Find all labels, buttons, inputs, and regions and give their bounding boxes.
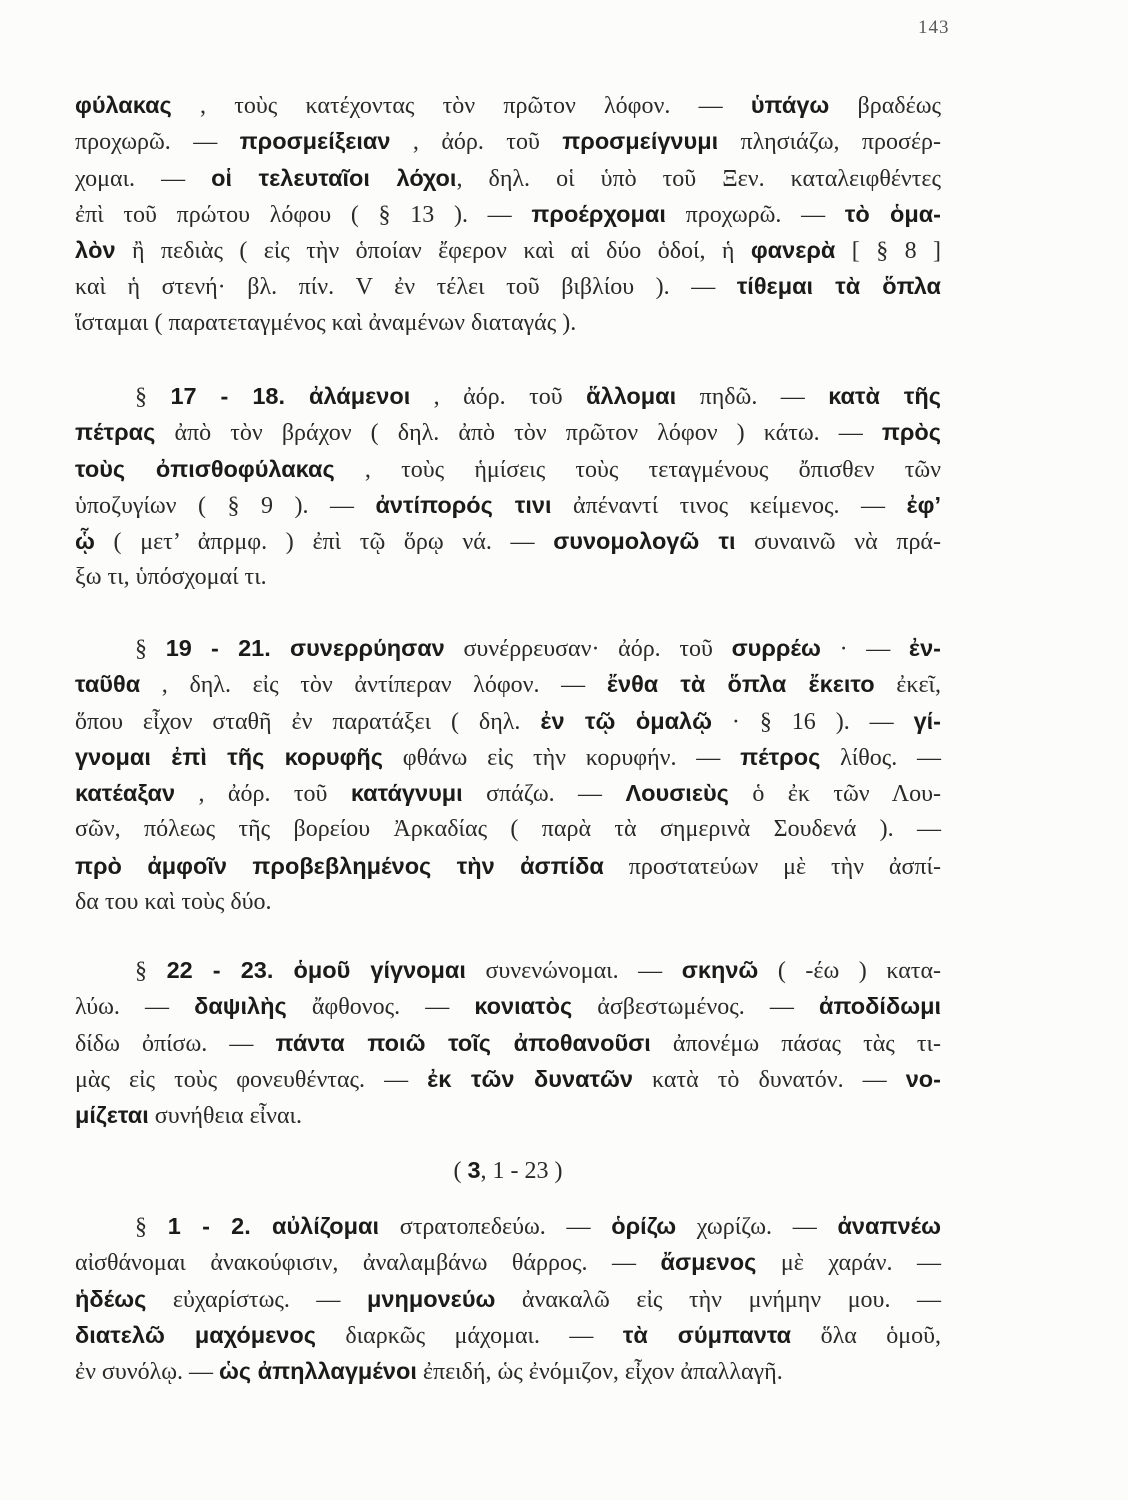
text-run: προχωρῶ. — <box>665 201 845 228</box>
text-run: ἢ πεδιὰς ( εἰς τὴν ὁποίαν ἔφερον καὶ αἱ δύο ὁδοί, ἡ <box>115 238 751 265</box>
bold-term: συνομολογῶ τι <box>553 528 736 555</box>
bold-term: 22 - 23. ὁμοῦ γίγνομαι <box>166 957 466 983</box>
text-run: εὐχαρίστως. — <box>146 1286 367 1313</box>
bold-term: νο- <box>905 1065 941 1092</box>
bold-term: ᾧ <box>75 528 95 555</box>
text-line <box>75 1152 941 1188</box>
bold-term: λὸν <box>75 237 116 264</box>
text-run: ἀσβεστωμένος. — <box>572 994 819 1021</box>
bold-term: κατέαξαν <box>75 780 176 807</box>
bold-term: ἡδέως <box>75 1285 147 1312</box>
text-run: , ἀόρ. τοῦ <box>390 129 563 156</box>
bold-term: πέτρος <box>740 743 821 770</box>
bold-term: πέτρας <box>75 419 156 446</box>
text-run: ἀπὸ τὸν βράχον ( δηλ. ἀπὸ τὸν πρῶτον λόφον ) κάτω. — <box>155 420 882 447</box>
text-run: ξω τι, ὑπόσχομαί τι. <box>75 564 267 591</box>
text-line <box>75 523 941 559</box>
text-run: · — <box>820 636 909 662</box>
bold-term: μνημονεύω <box>367 1285 496 1312</box>
text-run: συνέρρευσαν· ἀόρ. τοῦ <box>444 636 732 662</box>
bold-term: ἄσμενος <box>660 1249 757 1276</box>
text-run: [ § 8 ] <box>835 238 942 265</box>
bold-term: ἐφ’ <box>906 491 941 518</box>
text-run: συναινῶ νὰ πρά- <box>735 529 941 556</box>
text-line <box>75 884 941 920</box>
text-run: αἰσθάνομαι ἀνακούφισιν, ἀναλαμβάνω θάρρος. — <box>75 1250 661 1277</box>
text-line <box>75 87 941 123</box>
bold-term: φανερὰ <box>750 237 836 264</box>
bold-term: οἱ τελευταῖοι λόχοι <box>211 164 457 191</box>
bold-term: προέρχομαι <box>531 200 666 227</box>
text-run: , ἀόρ. τοῦ <box>175 781 351 808</box>
text-run: ἐπὶ τοῦ πρώτου λόφου ( § 13 ). — <box>75 201 532 228</box>
bold-term: πάντα ποιῶ τοῖς ἀποθανοῦσι <box>275 1029 651 1056</box>
text-line <box>75 630 941 666</box>
text-run: δίδω ὀπίσω. — <box>75 1030 276 1057</box>
text-run: ἀπονέμω πάσας τὰς τι- <box>650 1030 941 1057</box>
text-line <box>75 414 941 450</box>
text-line <box>75 305 941 341</box>
text-line <box>75 1353 941 1389</box>
bold-term: ἐκ τῶν δυνατῶν <box>427 1065 633 1092</box>
text-line <box>75 1244 941 1280</box>
text-line <box>75 775 941 811</box>
bold-term: κατὰ τῆς <box>828 383 942 409</box>
bold-term: ὡς ἀπηλλαγμένοι <box>219 1358 417 1385</box>
text-run: , δηλ. εἰς τὸν ἀντίπεραν λόφον. — <box>140 672 607 699</box>
text-run: χωρίζω. — <box>676 1214 838 1240</box>
text-line <box>75 988 941 1024</box>
text-run: καὶ ἡ στενή· βλ. πίν. V ἐν τέλει τοῦ βιβλίου ). — <box>75 274 737 301</box>
text-line <box>75 1097 941 1133</box>
text-line <box>75 666 941 702</box>
paragraph-section-19-21 <box>75 630 941 920</box>
bold-term: 1 - 2. αὐλίζομαι <box>167 1213 380 1239</box>
text-line <box>75 196 941 232</box>
text-line <box>75 232 941 268</box>
text-line <box>75 268 941 304</box>
bold-term: δαψιλὴς <box>194 993 287 1020</box>
text-run: ( <box>453 1158 468 1184</box>
bold-term: κονιατὸς <box>474 993 573 1020</box>
bold-term: τίθεμαι τὰ ὅπλα <box>736 273 942 300</box>
text-run: κατὰ τὸ δυνατόν. — <box>632 1066 906 1093</box>
page-number: 143 <box>918 17 950 38</box>
text-run: , ἀόρ. τοῦ <box>410 384 587 410</box>
bold-term: ἅλλομαι <box>586 383 677 409</box>
bold-term: ἐν- <box>908 635 941 661</box>
bold-term: μίζεται <box>75 1102 149 1129</box>
text-run: ἵσταμαι ( παρατεταγμένος καὶ ἀναμένων διαταγάς ). <box>75 309 577 336</box>
text-run: πλησιάζω, προσέρ- <box>718 129 941 156</box>
text-run: , τοὺς κατέχοντας τὸν πρῶτον λόφον. — <box>171 93 751 119</box>
text-run: λίθος. — <box>820 744 941 771</box>
paragraph-section-22-23 <box>75 952 941 1133</box>
bold-term: ἀντίπορός τινι <box>375 491 552 518</box>
bold-term: ταῦθα <box>75 671 141 698</box>
text-run: § <box>135 384 171 410</box>
text-line <box>75 848 941 884</box>
section-heading <box>75 1152 941 1188</box>
text-run: λύω. — <box>75 994 195 1021</box>
text-line <box>75 1025 941 1061</box>
paragraph-section-1-2 <box>75 1208 941 1389</box>
text-line <box>75 1208 941 1244</box>
text-run: δα του καὶ τοὺς δύο. <box>75 889 272 916</box>
bold-term: Λουσιεὺς <box>625 780 729 807</box>
text-run: ἀπέναντί τινος κείμενος. — <box>551 492 907 519</box>
bold-term: γνομαι ἐπὶ τῆς κορυφῆς <box>75 743 383 770</box>
text-run: ἐπειδή, ὡς ἐνόμιζον, εἶχον ἀπαλλαγῆ. <box>416 1359 783 1386</box>
text-run: πηδῶ. — <box>676 384 829 410</box>
text-run: συνήθεια εἶναι. <box>148 1103 302 1130</box>
bold-term: φύλακας <box>75 92 172 118</box>
paragraph-continuation <box>75 87 941 341</box>
bold-term: τὰ σύμπαντα <box>622 1321 792 1348</box>
text-run: ἐν συνόλῳ. — <box>75 1359 220 1386</box>
text-run: , 1 - 23 ) <box>480 1158 563 1184</box>
bold-term: διατελῶ μαχόμενος <box>75 1321 316 1348</box>
text-line <box>75 703 941 739</box>
text-run: συνενώνομαι. — <box>465 958 682 984</box>
bold-term: 3 <box>467 1157 481 1183</box>
text-run: ἐκεῖ, <box>874 672 941 699</box>
text-run: § <box>135 636 166 662</box>
text-line <box>75 378 941 414</box>
text-run: διαρκῶς μάχομαι. — <box>315 1322 623 1349</box>
text-line <box>75 451 941 487</box>
text-run: , δηλ. οἱ ὑπὸ τοῦ Ξεν. καταλειφθέντες <box>456 165 942 192</box>
text-line <box>75 559 941 595</box>
text-run: ἄφθονος. — <box>286 994 475 1021</box>
text-run: ὁ ἐκ τῶν Λου- <box>728 781 942 808</box>
text-run: στρατοπεδεύω. — <box>379 1214 612 1240</box>
bold-term: προσμείγνυμι <box>562 128 719 155</box>
bold-term: συρρέω <box>731 635 821 661</box>
text-run: ὅλα ὁμοῦ, <box>791 1322 941 1349</box>
bold-term: ὁρίζω <box>611 1213 677 1239</box>
text-line <box>75 952 941 988</box>
text-line <box>75 160 941 196</box>
bold-term: τὸ ὁμα- <box>844 200 941 227</box>
text-run: φθάνω εἰς τὴν κορυφήν. — <box>383 744 741 771</box>
text-run: σῶν, πόλεως τῆς βορείου Ἀρκαδίας ( παρὰ τὰ σημερινὰ Σουδενά ). — <box>75 816 941 843</box>
text-line <box>75 1281 941 1317</box>
text-line <box>75 811 941 847</box>
text-run: προστατεύων μὲ τὴν ἀσπί- <box>603 853 941 880</box>
bold-term: ἐν τῷ ὁμαλῷ <box>540 707 712 734</box>
text-run: μὲ χαράν. — <box>756 1250 941 1277</box>
text-line <box>75 1317 941 1353</box>
bold-term: 19 - 21. συνερρύησαν <box>165 635 445 661</box>
bold-term: 17 - 18. ἀλάμενοι <box>170 383 411 409</box>
text-run: , τοὺς ἡμίσεις τοὺς τεταγμένους ὄπισθεν τῶν <box>334 456 941 483</box>
bold-term: ἀποδίδωμι <box>818 993 941 1020</box>
text-run: ( -έω ) κατα- <box>758 958 942 984</box>
text-run: § <box>135 1214 168 1240</box>
text-run: ὑποζυγίων ( § 9 ). — <box>75 492 376 519</box>
bold-term: ἔνθα τὰ ὅπλα ἔκειτο <box>606 671 875 698</box>
text-run: ὅπου εἶχον σταθῆ ἐν παρατάξει ( δηλ. <box>75 708 541 735</box>
text-line <box>75 123 941 159</box>
bold-term: προσμείξειαν <box>239 128 391 155</box>
bold-term: τοὺς ὀπισθοφύλακας <box>75 455 335 482</box>
bold-term: πρὸ ἀμφοῖν προβεβλημένος τὴν ἀσπίδα <box>75 852 604 879</box>
text-line <box>75 487 941 523</box>
text-run: μὰς εἰς τοὺς φονευθέντας. — <box>75 1066 428 1093</box>
text-line <box>75 1061 941 1097</box>
bold-term: πρὸς <box>881 419 941 446</box>
text-run: ἀνακαλῶ εἰς τὴν μνήμην μου. — <box>495 1286 942 1313</box>
text-run: · § 16 ). — <box>712 708 914 735</box>
bold-term: ἀναπνέω <box>837 1213 942 1239</box>
bold-term: γί- <box>913 707 942 734</box>
text-run: ( μετ’ ἀπρμφ. ) ἐπὶ τῷ ὅρῳ νά. — <box>94 529 554 556</box>
text-run: σπάζω. — <box>462 781 626 808</box>
text-run: προχωρῶ. — <box>75 129 240 156</box>
paragraph-section-17-18 <box>75 378 941 596</box>
text-run: βραδέως <box>829 93 941 119</box>
text-line <box>75 739 941 775</box>
text-run: χομαι. — <box>75 165 212 192</box>
bold-term: κατάγνυμι <box>350 780 463 807</box>
bold-term: ὑπάγω <box>750 92 830 118</box>
text-run: § <box>135 958 167 984</box>
bold-term: σκηνῶ <box>681 957 759 983</box>
